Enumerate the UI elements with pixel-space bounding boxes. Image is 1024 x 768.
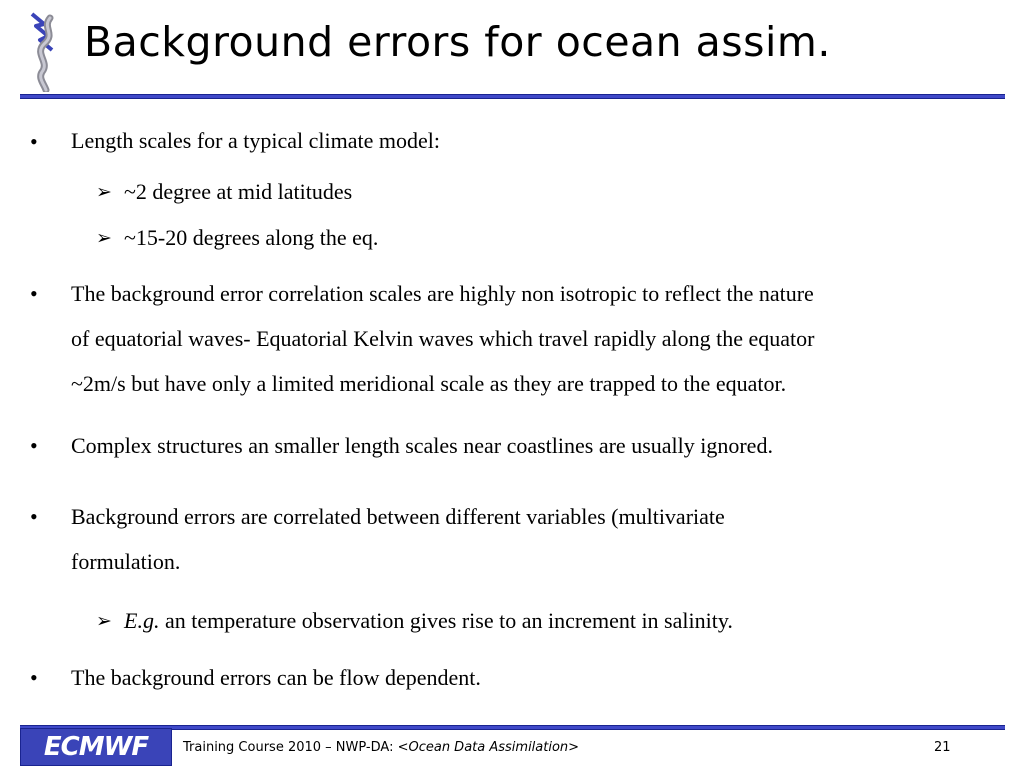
- bullet-flow-dependent: The background errors can be flow dependent.: [71, 665, 481, 690]
- bullet-dot: •: [30, 129, 38, 154]
- bullet-correlation-line-3: ~2m/s but have only a limited meridional scale as they are trapped to the equator.: [71, 371, 787, 396]
- sub-bullet-arrow: ➢: [96, 610, 112, 632]
- eg-italic: E.g.: [124, 608, 160, 633]
- ecmwf-swirl-logo-icon: [22, 10, 68, 92]
- salinity-text: an temperature observation gives rise to an increment in salinity.: [159, 608, 733, 633]
- footer-course-info: [183, 740, 579, 755]
- sub-bullet-arrow: ➢: [96, 181, 112, 203]
- bullet-dot: •: [30, 281, 38, 306]
- bullet-multivariate-line-1: Background errors are correlated between different variables (multivariate: [71, 504, 725, 529]
- slide-title: Background errors for ocean assim.: [84, 18, 831, 66]
- sub-bullet-arrow: ➢: [96, 227, 112, 249]
- bullet-correlation-line-2: of equatorial waves- Equatorial Kelvin waves which travel rapidly along the equator: [71, 326, 815, 351]
- bullet-correlation-line-1: The background error correlation scales are highly non isotropic to reflect the nature: [71, 281, 814, 306]
- bullet-dot: •: [30, 665, 38, 690]
- footer-course-title: <Ocean Data Assimilation>: [397, 740, 580, 755]
- bullet-coastlines: Complex structures an smaller length scales near coastlines are usually ignored.: [71, 433, 773, 458]
- sub-bullet-salinity: [124, 610, 733, 632]
- bullet-length-scales: Length scales for a typical climate model:: [71, 128, 440, 153]
- ecmwf-logo-text: ECMWF: [43, 732, 149, 762]
- page-number: 21: [934, 740, 951, 755]
- ecmwf-logo: [20, 728, 172, 766]
- bullet-multivariate-line-2: formulation.: [71, 549, 181, 574]
- footer-course-prefix: Training Course 2010 – NWP-DA:: [183, 740, 398, 755]
- bullet-dot: •: [30, 504, 38, 529]
- sub-bullet-equator: ~15-20 degrees along the eq.: [124, 225, 379, 250]
- bullet-dot: •: [30, 433, 38, 458]
- sub-bullet-mid-latitudes: ~2 degree at mid latitudes: [124, 179, 353, 204]
- title-divider: [20, 94, 1005, 99]
